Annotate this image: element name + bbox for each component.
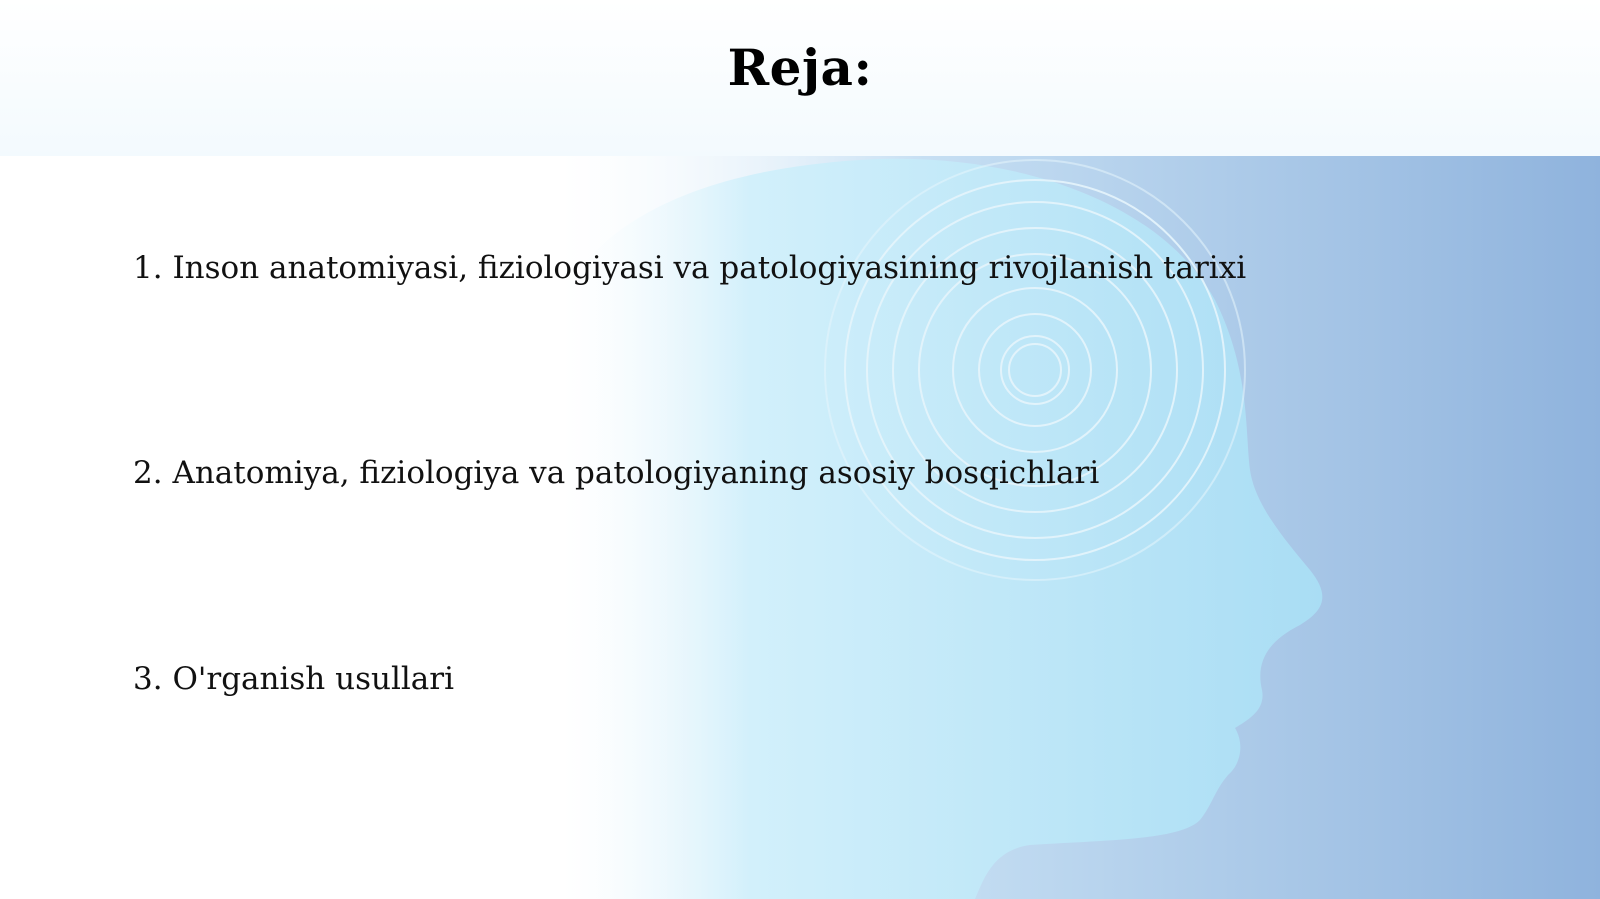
plan-item-number: 1. <box>133 250 163 286</box>
plan-item-text: Inson anatomiyasi, fiziologiyasi va patologiyasining rivojlanish tarixi <box>172 250 1247 286</box>
plan-item-1 <box>133 250 1246 286</box>
plan-item-2 <box>133 455 1099 491</box>
plan-item-number: 2. <box>133 455 163 491</box>
plan-item-text: Anatomiya, fiziologiya va patologiyaning asosiy bosqichlari <box>172 455 1100 491</box>
plan-item-3 <box>133 661 454 697</box>
slide-title: Reja: <box>727 38 873 97</box>
plan-item-text: O'rganish usullari <box>172 661 455 697</box>
plan-item-number: 3. <box>133 661 163 697</box>
